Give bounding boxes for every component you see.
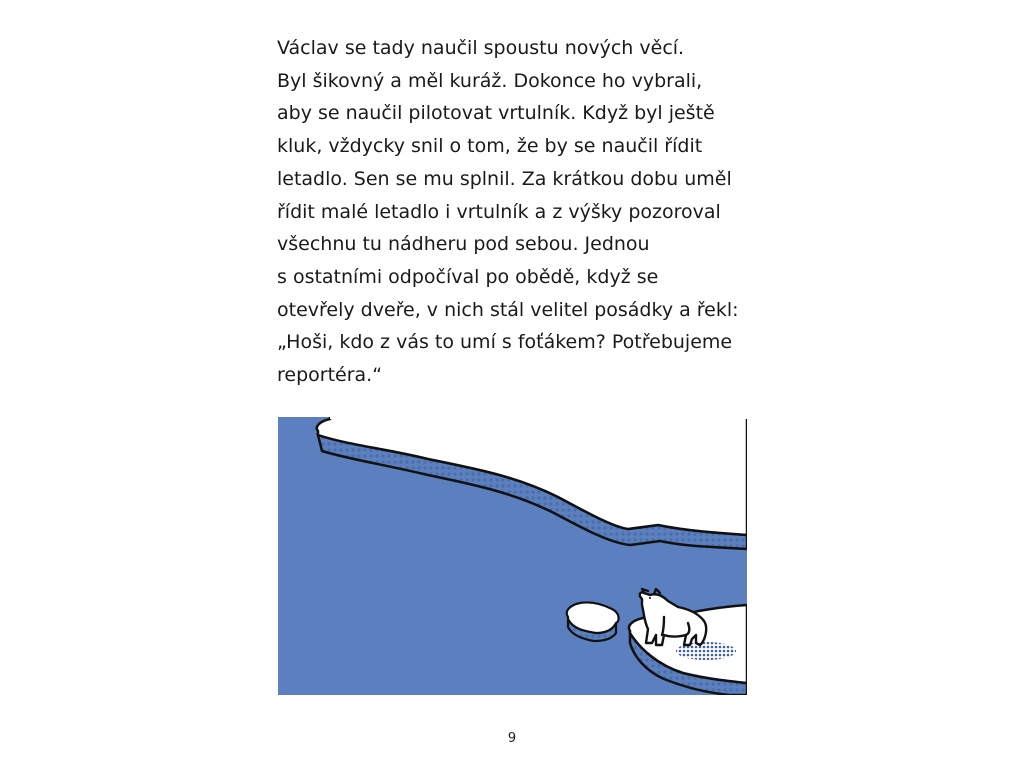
story-line: reportéra.“ — [277, 364, 383, 387]
story-line: řídit malé letadlo i vrtulník a z výšky pozoroval — [277, 200, 721, 223]
story-line: letadlo. Sen se mu splnil. Za krátkou dobu uměl — [277, 167, 732, 190]
story-line: kluk, vždycky snil o tom, že by se naučil řídit — [277, 135, 703, 158]
page-number: 9 — [507, 731, 517, 746]
story-line: s ostatními odpočíval po obědě, když se — [277, 265, 659, 288]
story-text — [277, 32, 767, 392]
story-line: Václav se tady naučil spoustu nových věcí. — [277, 37, 685, 59]
story-line: všechnu tu nádheru pod sebou. Jednou — [277, 233, 650, 256]
story-line: „Hoši, kdo z vás to umí s foťákem? Potřebujeme — [277, 331, 733, 354]
arctic-illustration — [278, 417, 747, 695]
story-line: otevřely dveře, v nich stál velitel posádky a řekl: — [277, 298, 739, 321]
story-line: Byl šikovný a měl kuráž. Dokonce ho vybrali, — [277, 69, 703, 92]
story-line: aby se naučil pilotovat vrtulník. Když byl ještě — [277, 102, 715, 125]
